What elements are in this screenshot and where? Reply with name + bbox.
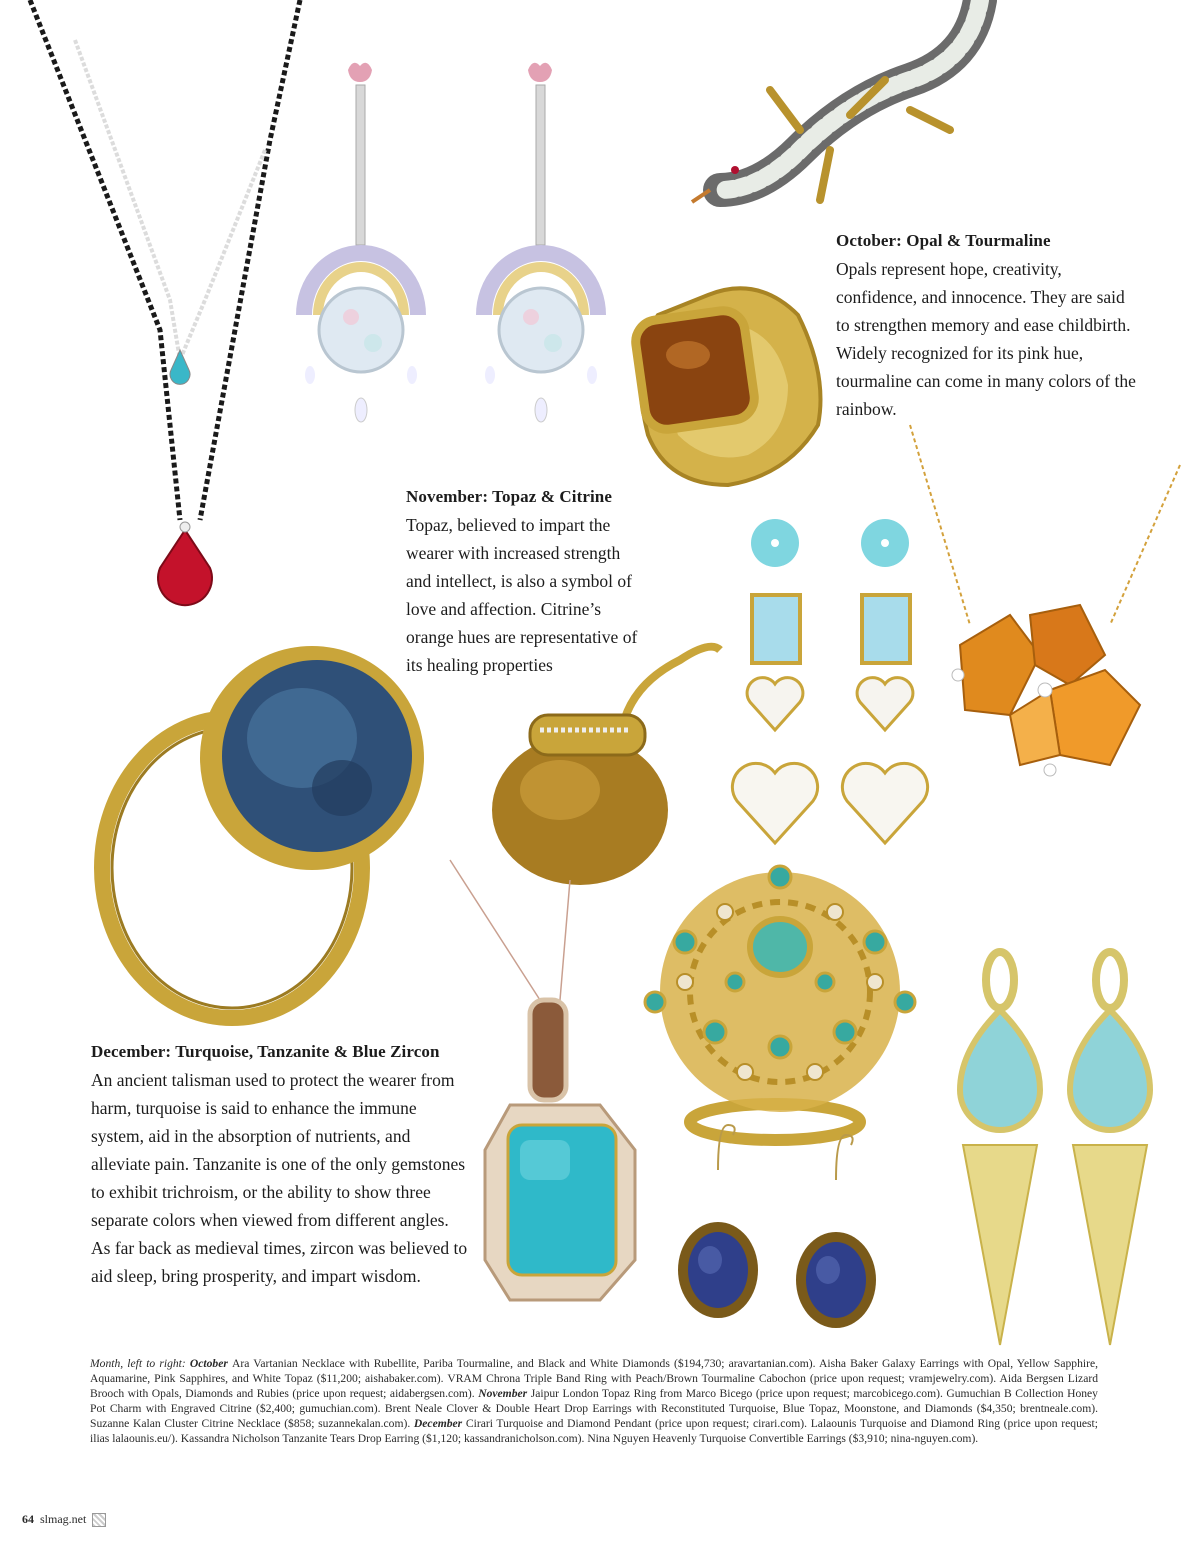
november-body: Topaz, believed to impart the wearer with increased strength and intellect, is also a symbol of love and affection. Citrine’s orange hues are representative of its healing properties: [406, 515, 638, 675]
credits-december-text: Cirari Turquoise and Diamond Pendant (price upon request; cirari.com). Lalaounis Turquoise and Diamond Ring (price upon request; ilias lalaounis.eu/). Kassandra Nicholson Tanzanite Tears Drop Earring ($1,120; kassandranicholson.com). Nina Nguyen Heavenly Turquoise Convertible Earrings ($3,910; nina-nguyen.com).: [90, 1417, 1098, 1445]
october-title: October: Opal & Tourmaline: [836, 231, 1051, 250]
opal-earrings-image: [296, 55, 626, 450]
product-credits: [90, 1356, 1098, 1446]
december-body: An ancient talisman used to protect the wearer from harm, turquoise is said to enhance the immune system, aid in the absorption of nutrients, and alleviate pain. Tanzanite is one of the only gemstones to exhibit trichroism, or the ability to show three separate colors when viewed from different angles. As far back as medieval times, zircon was believed to aid sleep, bring prosperity, and impart wisdom.: [91, 1070, 468, 1286]
page-number: 64: [22, 1512, 34, 1526]
turquoise-heart-earrings-image: [730, 515, 940, 850]
site-url: slmag.net: [40, 1512, 87, 1526]
page-footer: [22, 1512, 106, 1527]
tanzanite-earrings-image: [670, 1125, 875, 1330]
credits-intro: Month, left to right:: [90, 1357, 190, 1370]
necklace-ruby-image: [20, 0, 310, 600]
december-section: [91, 1042, 471, 1290]
lizard-brooch-image: [680, 0, 1010, 220]
turquoise-cocktail-ring-image: [625, 862, 945, 1142]
citrine-necklace-image: [900, 425, 1190, 810]
november-section: [406, 487, 642, 679]
december-title: December: Turquoise, Tanzanite & Blue Zircon: [91, 1042, 440, 1061]
credits-november-label: November: [478, 1387, 531, 1400]
magazine-logo-icon: [92, 1513, 106, 1527]
november-title: November: Topaz & Citrine: [406, 487, 613, 506]
credits-december-label: December: [413, 1417, 466, 1430]
credits-october-text: Ara Vartanian Necklace with Rubellite, Pariba Tourmaline, and Black and White Diamonds ($194,730; aravartanian.com). Aisha Baker Galaxy Earrings with Opal, Yellow Sapphire, Aquamarine, Pink Sapphires, and White Topaz ($11,200; aishabaker.com). VRAM Chrona Triple Band Ring with Peach/Brown Tourmaline Cabochon (price upon request; vramjewelry.com). Aida Bergsen Lizard Brooch with Opals, Diamonds and Rubies (price upon request; aidabergsen.com).: [90, 1357, 1099, 1400]
october-section: [836, 231, 1136, 423]
tourmaline-ring-image: [618, 255, 828, 490]
turquoise-pendant-image: [450, 860, 650, 1310]
credits-october-label: October: [189, 1357, 232, 1370]
credits-november-text: Jaipur London Topaz Ring from Marco Bicego (price upon request; marcobicego.com). Gumuchian B Collection Honey Pot Charm with Engraved Citrine ($2,400; gumuchian.com). Brent Neale Clover & Double Heart Drop Earrings with Reconstituted Turquoise, Blue Topaz, Moonstone, and Diamonds ($4,350; brentneale.com). Suzanne Kalan Cluster Citrine Necklace ($858; suzannekalan.com).: [90, 1387, 1098, 1430]
blue-topaz-ring-image: [62, 628, 432, 1038]
turquoise-drop-earrings-image: [955, 940, 1180, 1350]
october-body: Opals represent hope, creativity, confidence, and innocence. They are said to strengthen memory and ease childbirth. Widely recognized for its pink hue, tourmaline can come in many colors of the rainbow.: [836, 259, 1136, 419]
